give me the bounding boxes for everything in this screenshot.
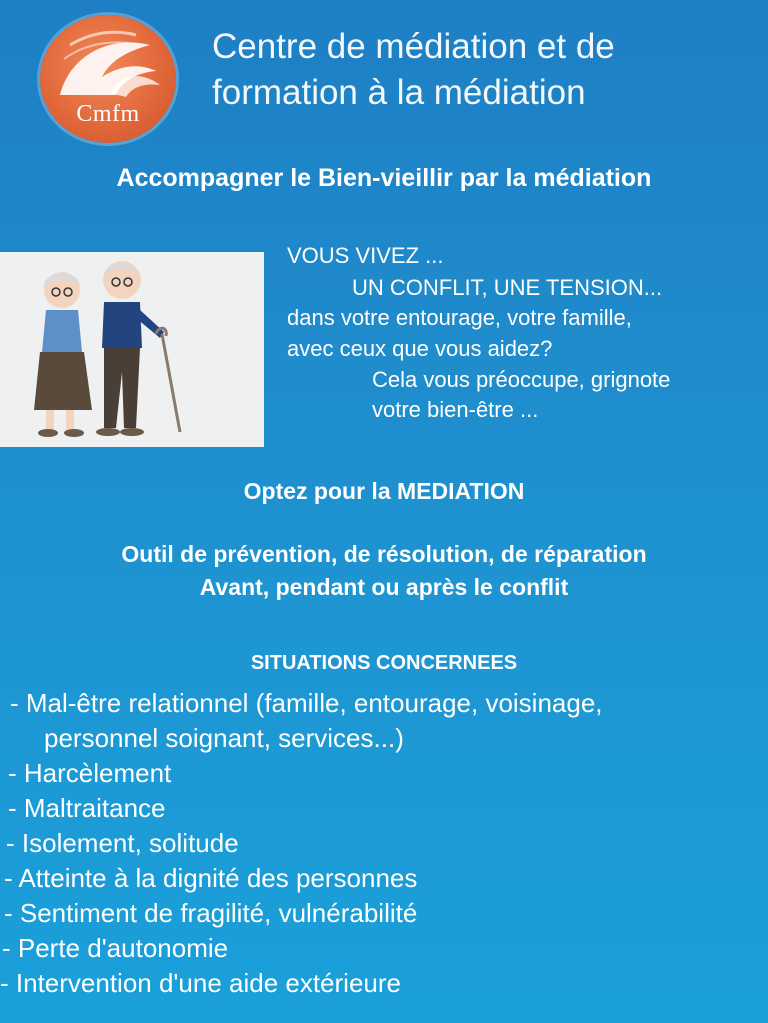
situations-heading: SITUATIONS CONCERNEES xyxy=(250,652,518,674)
logo-text: Cmfm xyxy=(76,101,140,127)
call-to-action: Optez pour la MEDIATION xyxy=(243,478,525,504)
list-item: - Intervention d'une aide extérieure xyxy=(0,968,401,998)
organization-name-line1: Centre de médiation et de xyxy=(212,27,615,66)
situations-list xyxy=(0,686,768,1001)
tool-description xyxy=(0,538,768,604)
list-item: - Perte d'autonomie xyxy=(2,933,229,963)
tool-description-line2: Avant, pendant ou après le conflit xyxy=(199,574,569,600)
intro-line: VOUS VIVEZ ... xyxy=(287,243,444,268)
intro-line: Cela vous préoccupe, grignote xyxy=(372,367,671,392)
list-item: - Maltraitance xyxy=(8,793,166,823)
list-item: - Mal-être relationnel (famille, entourage, voisinage, xyxy=(10,688,603,718)
intro-line: avec ceux que vous aidez? xyxy=(287,336,553,361)
list-item: - Harcèlement xyxy=(8,758,172,788)
intro-line: dans votre entourage, votre famille, xyxy=(287,305,632,330)
cmfm-logo xyxy=(40,15,176,143)
organization-name-line2: formation à la médiation xyxy=(212,73,586,112)
list-item: - Atteinte à la dignité des personnes xyxy=(4,863,418,893)
list-item: - Isolement, solitude xyxy=(6,828,239,858)
organization-name xyxy=(212,24,752,116)
list-item: - Sentiment de fragilité, vulnérabilité xyxy=(4,898,418,928)
intro-text xyxy=(0,236,768,436)
tool-description-line1: Outil de prévention, de résolution, de réparation xyxy=(121,541,647,567)
intro-line: UN CONFLIT, UNE TENSION... xyxy=(352,275,663,300)
page-subtitle: Accompagner le Bien-vieillir par la médiation xyxy=(116,164,652,192)
list-item: personnel soignant, services...) xyxy=(44,723,404,753)
intro-line: votre bien-être ... xyxy=(372,397,539,422)
